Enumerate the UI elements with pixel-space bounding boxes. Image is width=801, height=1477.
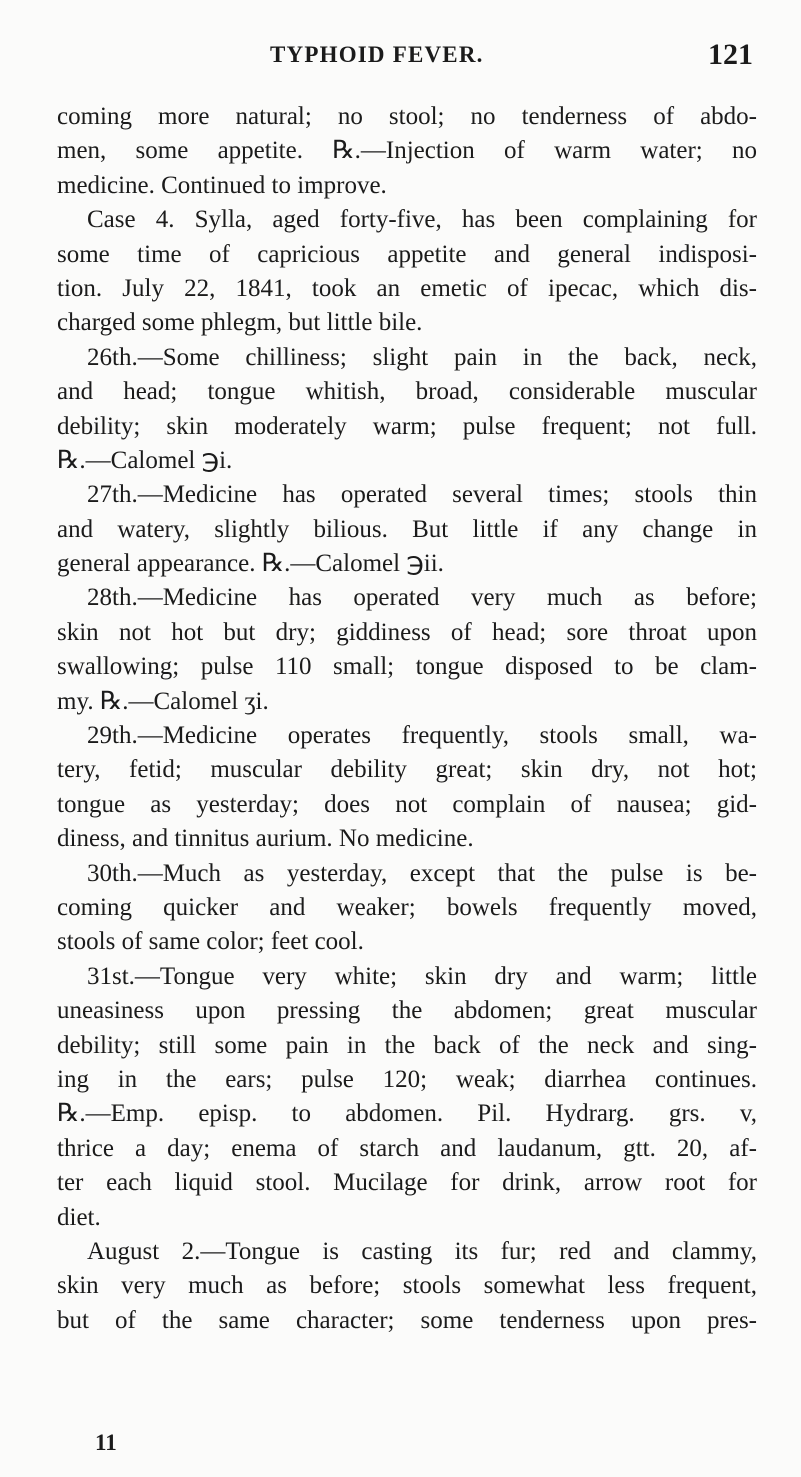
text-line: diness, and tinnitus aurium. No medicine. [57, 825, 474, 853]
page-header [0, 40, 801, 80]
body-text [57, 100, 757, 1338]
text-line: tery, fetid; muscular debility great; skin dry, not hot; [57, 756, 757, 784]
text-line: 29th.—Medicine operates frequently, stools small, wa- [87, 722, 757, 750]
text-line: 31st.—Tongue very white; skin dry and warm; little [87, 962, 757, 990]
page-number: 121 [708, 38, 753, 71]
text-line: 30th.—Much as yesterday, except that the pulse is be- [87, 859, 757, 887]
text-line: thrice a day; enema of starch and laudanum, gtt. 20, af- [57, 1134, 757, 1162]
text-line: 27th.—Medicine has operated several times; stools thin [87, 481, 757, 509]
text-line: uneasiness upon pressing the abdomen; great muscular [57, 997, 757, 1025]
text-line: debility; skin moderately warm; pulse frequent; not full. [57, 412, 757, 440]
text-line: ter each liquid stool. Mucilage for drink, arrow root for [57, 1169, 757, 1197]
text-line: diet. [57, 1203, 101, 1231]
text-line: medicine. Continued to improve. [57, 171, 387, 199]
text-line: tion. July 22, 1841, took an emetic of ipecac, which dis- [57, 274, 757, 302]
text-line: but of the same character; some tenderness upon pres- [57, 1306, 757, 1334]
text-line: coming quicker and weaker; bowels frequently moved, [57, 893, 757, 921]
text-line: ing in the ears; pulse 120; weak; diarrhea continues. [57, 1065, 757, 1093]
text-line: general appearance. ℞.—Calomel ℈ii. [57, 550, 444, 578]
text-line: swallowing; pulse 110 small; tongue disposed to be clam- [57, 653, 757, 681]
text-line: some time of capricious appetite and general indisposi- [57, 240, 757, 268]
running-head: TYPHOID FEVER. [270, 42, 484, 67]
text-line: skin very much as before; stools somewhat less frequent, [57, 1272, 757, 1300]
text-line: Case 4. Sylla, aged forty-five, has been complaining for [87, 206, 757, 234]
text-line: ℞.—Calomel ℈i. [57, 446, 233, 474]
text-line: and head; tongue whitish, broad, considerable muscular [57, 378, 757, 406]
text-line: skin not hot but dry; giddiness of head; sore throat upon [57, 618, 757, 646]
text-line: August 2.—Tongue is casting its fur; red and clammy, [87, 1237, 757, 1265]
text-line: ℞.—Emp. episp. to abdomen. Pil. Hydrarg. grs. v, [57, 1100, 757, 1128]
text-line: 26th.—Some chilliness; slight pain in the back, neck, [87, 343, 757, 371]
signature-mark: 11 [95, 1430, 117, 1455]
text-line: 28th.—Medicine has operated very much as before; [87, 584, 757, 612]
text-line: my. ℞.—Calomel ʒi. [57, 687, 269, 715]
text-line: and watery, slightly bilious. But little if any change in [57, 515, 757, 543]
text-line: stools of same color; feet cool. [57, 928, 364, 956]
text-line: coming more natural; no stool; no tenderness of abdo- [57, 103, 757, 130]
text-line: debility; still some pain in the back of the neck and sing- [57, 1031, 757, 1059]
text-line: men, some appetite. ℞.—Injection of warm water; no [57, 137, 757, 165]
text-line: charged some phlegm, but little bile. [57, 309, 423, 337]
text-line: tongue as yesterday; does not complain of nausea; gid- [57, 790, 757, 818]
